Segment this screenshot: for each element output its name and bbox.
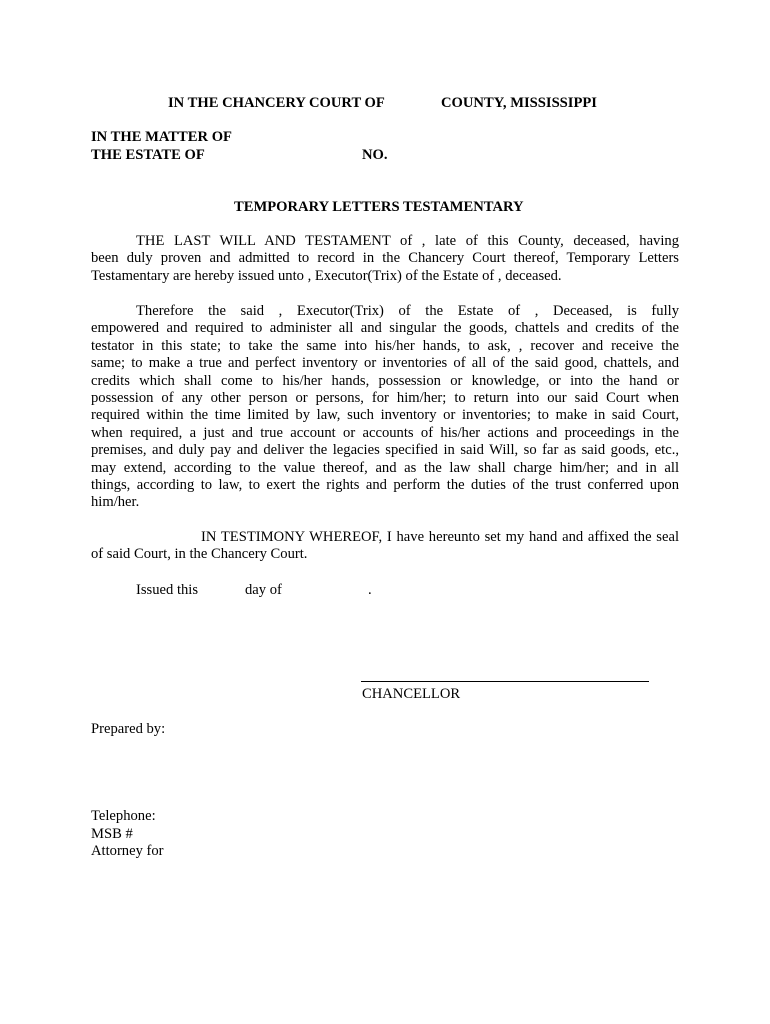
paragraph-line: may extend, according to the value thereof, and as the law shall charge him/her; and in all [91, 459, 679, 476]
case-number-label: NO. [362, 147, 388, 163]
paragraph-line: required within the time limited by law, such inventory or inventories; to make in said Court, [91, 407, 679, 424]
paragraph-line: when required, a just and true account or accounts of his/her actions and proceedings in the [91, 424, 679, 441]
telephone-label: Telephone: [91, 808, 156, 824]
chancellor-label: CHANCELLOR [362, 686, 461, 702]
paragraph-line: Therefore the said , Executor(Trix) of the Estate of , Deceased, is fully [136, 303, 679, 319]
prepared-by-label: Prepared by: [91, 721, 166, 737]
paragraph-line: Testamentary are hereby issued unto , Executor(Trix) of the Estate of , deceased. [91, 267, 562, 284]
issued-this-label: Issued this [136, 582, 199, 598]
paragraph-line: things, according to law, to exert the rights and perform the duties of the trust conferred upon [91, 476, 679, 493]
issued-period: . [368, 582, 372, 598]
attorney-for-label: Attorney for [91, 843, 164, 859]
paragraph-line: THE LAST WILL AND TESTAMENT of , late of this County, deceased, having [136, 233, 679, 249]
paragraph-line: same; to make a true and perfect inventory or inventories of all of the said good, chattels, and [91, 355, 679, 372]
day-of-label: day of [245, 582, 282, 598]
paragraph-line: IN TESTIMONY WHEREOF, I have hereunto set my hand and affixed the seal [201, 529, 679, 545]
paragraph-line: possession of any other person or persons, for him/her; to return into our said Court when [91, 389, 679, 406]
county-state-label: COUNTY, MISSISSIPPI [441, 95, 597, 111]
matter-label: IN THE MATTER OF [91, 129, 232, 145]
paragraph-line: premises, and duly pay and deliver the legacies specified in said Will, so far as said goods, etc., [91, 442, 679, 459]
paragraph-issuance [91, 233, 679, 285]
estate-label: THE ESTATE OF [91, 147, 205, 163]
paragraph-line: been duly proven and admitted to record in the Chancery Court thereof, Temporary Letters [91, 250, 679, 267]
court-name-label: IN THE CHANCERY COURT OF [168, 95, 385, 111]
paragraph-powers [91, 303, 679, 512]
signature-line [361, 681, 649, 682]
paragraph-line: testator in this state; to take the same into his/her hands, to ask, , recover and receive the [91, 337, 679, 354]
paragraph-line: of said Court, in the Chancery Court. [91, 546, 308, 563]
paragraph-line: him/her. [91, 494, 140, 511]
document-title: TEMPORARY LETTERS TESTAMENTARY [234, 199, 524, 215]
paragraph-testimony [91, 529, 679, 564]
paragraph-line: credits which shall come to his/her hands, possession or knowledge, or into the hand or [91, 372, 679, 389]
paragraph-line: empowered and required to administer all and singular the goods, chattels and credits of the [91, 320, 679, 337]
msb-label: MSB # [91, 826, 133, 842]
